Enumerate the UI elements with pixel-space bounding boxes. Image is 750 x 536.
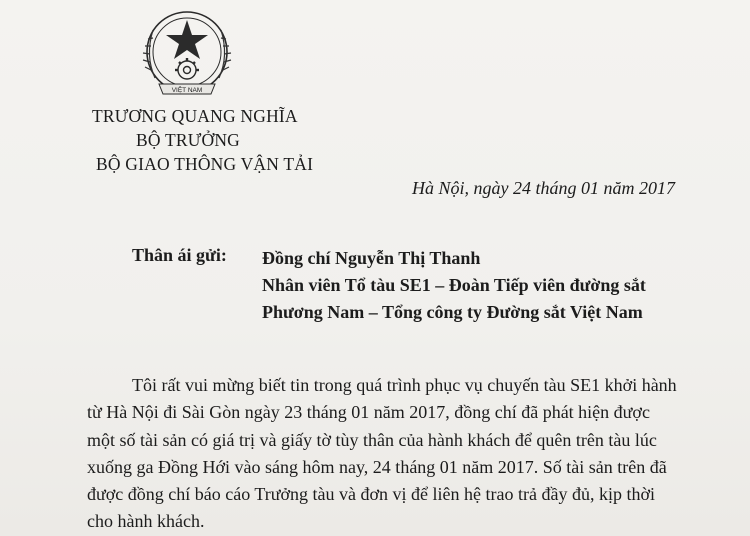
sender-title: BỘ TRƯỞNG xyxy=(136,130,241,150)
body-line: một số tài sản có giá trị và giấy tờ tùy thân của hành khách để quên trên tàu lúc xyxy=(87,429,657,450)
sender-block xyxy=(92,104,313,176)
emblem-banner-text: VIỆT NAM xyxy=(171,87,203,94)
recipient-label: Thân ái gửi: xyxy=(132,245,227,265)
body-line: Tôi rất vui mừng biết tin trong quá trình phục vụ chuyến tàu SE1 khởi hành xyxy=(132,375,677,395)
recipient-line: Nhân viên Tổ tàu SE1 – Đoàn Tiếp viên đường sắt xyxy=(262,275,646,295)
body-line: cho hành khách. xyxy=(87,511,205,532)
recipient-line: Đồng chí Nguyễn Thị Thanh xyxy=(262,248,481,268)
body-line: xuống ga Đồng Hới vào sáng hôm nay, 24 tháng 01 năm 2017. Số tài sản trên đã xyxy=(87,456,667,477)
body-line: được đồng chí báo cáo Trưởng tàu và đơn vị để liên hệ trao trả đầy đủ, kịp thời xyxy=(87,484,655,505)
national-emblem-icon xyxy=(133,8,241,100)
body-line: từ Hà Nội đi Sài Gòn ngày 23 tháng 01 năm 2017, đồng chí đã phát hiện được xyxy=(87,402,650,423)
sender-ministry: BỘ GIAO THÔNG VẬN TẢI xyxy=(96,154,314,174)
recipient-block xyxy=(262,245,646,326)
recipient-line: Phương Nam – Tổng công ty Đường sắt Việt Nam xyxy=(262,302,643,322)
sender-name: TRƯƠNG QUANG NGHĨA xyxy=(92,106,298,126)
dateline: Hà Nội, ngày 24 tháng 01 năm 2017 xyxy=(412,178,675,198)
letter-body xyxy=(87,372,717,536)
